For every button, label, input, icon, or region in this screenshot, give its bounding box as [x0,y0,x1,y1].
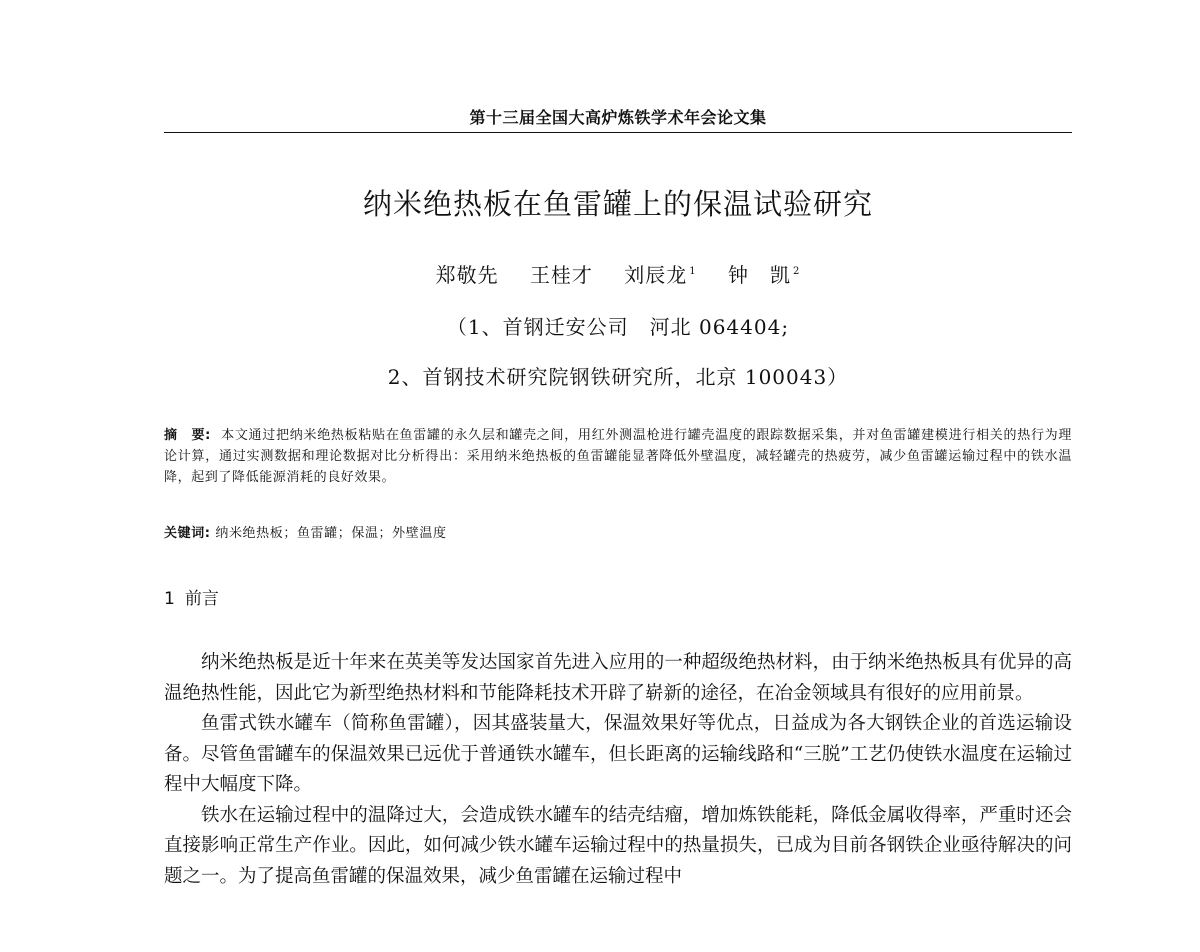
header-rule [164,132,1072,133]
abstract [164,425,1072,488]
running-header: 第十三届全国大高炉炼铁学术年会论文集 [469,108,767,127]
author-name: 郑敬先 [435,263,499,287]
keywords [164,523,1072,544]
author [436,263,499,287]
author [728,263,800,287]
keywords-text: 纳米绝热板；鱼雷罐；保温；外壁温度 [215,526,447,541]
author [530,263,593,287]
author-name: 钟 凯 [728,263,792,287]
affiliation-line: （1、首钢迁安公司 河北 064404; [446,315,790,339]
paragraph: 鱼雷式铁水罐车（简称鱼雷罐），因其盛装量大，保温效果好等优点，日益成为各大钢铁企业的首选运输设备。尽管鱼雷罐车的保温效果已远优于普通铁水罐车，但长距离的运输线路和“三脱”工艺仍使铁水温度在运输过程中大幅度下降。 [164,713,1072,795]
abstract-text: 本文通过把纳米绝热板粘贴在鱼雷罐的永久层和罐壳之间，用红外测温枪进行罐壳温度的跟踪数据采集，并对鱼雷罐建模进行相关的热行为理论计算，通过实测数据和理论数据对比分析得出：采用纳米绝热板的鱼雷罐能显著降低外壁温度，减轻罐壳的热疲劳，减少鱼雷罐运输过程中的铁水温降，起到了降低能源消耗的良好效果。 [164,428,1072,485]
affiliation-marker: 1 [689,266,697,278]
abstract-label: 摘 要: [164,428,211,443]
paragraph: 铁水在运输过程中的温降过大，会造成铁水罐车的结壳结瘤，增加炼铁能耗，降低金属收得率，严重时还会直接影响正常生产作业。因此，如何减少铁水罐车运输过程中的热量损失，已成为目前各钢铁企业亟待解决的问题之一。为了提高鱼雷罐的保温效果，减少鱼雷罐在运输过程中 [164,804,1072,887]
author [624,263,696,287]
section-number: 1 [164,589,175,609]
section-body [164,648,1072,892]
paragraph: 纳米绝热板是近十年来在英美等发达国家首先进入应用的一种超级绝热材料，由于纳米绝热板具有优异的高温绝热性能，因此它为新型绝热材料和节能降耗技术开辟了崭新的途径，在冶金领域具有很好的应用前景。 [164,652,1072,704]
paper-title: 纳米绝热板在鱼雷罐上的保温试验研究 [362,187,873,221]
author-name: 刘辰龙 [624,263,688,287]
affiliation-line: 2、首钢技术研究院钢铁研究所，北京 100043） [387,365,849,389]
affiliation-marker: 2 [793,266,801,278]
author-list [164,259,1072,288]
section-heading [164,584,219,609]
keywords-label: 关键词: [164,526,211,541]
section-title: 前言 [184,589,219,609]
author-name: 王桂才 [529,263,593,287]
